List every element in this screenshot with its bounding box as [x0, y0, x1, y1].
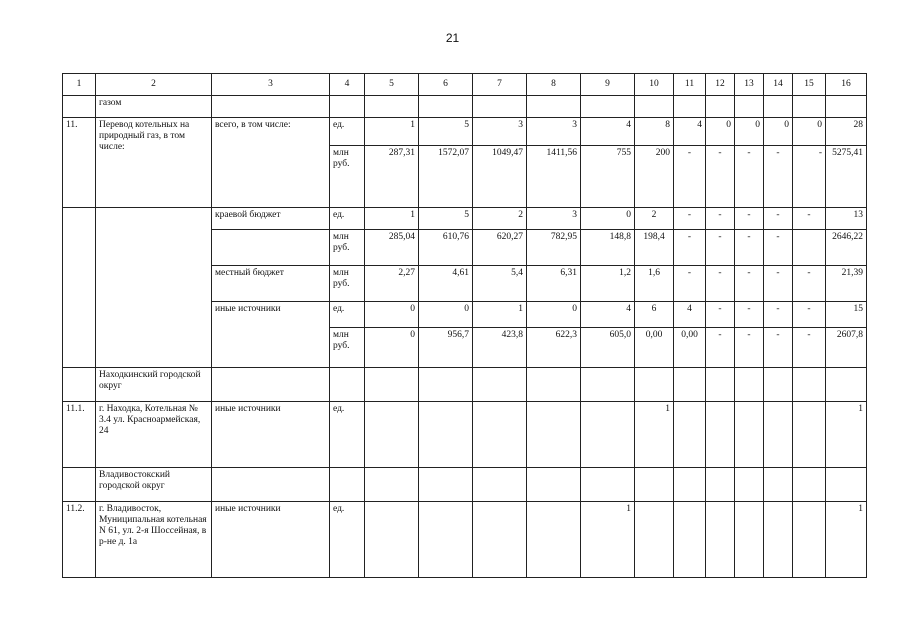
- table-cell: 0: [735, 118, 764, 146]
- table-cell: -: [764, 302, 793, 328]
- table-cell: 8: [635, 118, 674, 146]
- table-cell: -: [674, 208, 706, 230]
- table-cell: 423,8: [473, 328, 527, 368]
- table-cell: 622,3: [527, 328, 581, 368]
- table-cell: 1411,56: [527, 146, 581, 208]
- header-cell: 10: [635, 74, 674, 96]
- table-cell: 3: [527, 118, 581, 146]
- table-cell: 5275,41: [826, 146, 867, 208]
- table-cell: 0: [581, 208, 635, 230]
- row-name: г. Находка, Котельная № 3.4 ул. Красноармейская, 24: [96, 402, 212, 468]
- table-row: [63, 96, 867, 118]
- gas-label: газом: [96, 96, 212, 118]
- row-number: 11.1.: [63, 402, 96, 468]
- table-cell: -: [674, 266, 706, 302]
- table-cell: 4: [581, 118, 635, 146]
- header-cell: 3: [212, 74, 330, 96]
- table-cell: -: [793, 302, 826, 328]
- table-cell: -: [735, 328, 764, 368]
- row-name: Перевод котельных на природный газ, в том числе:: [96, 118, 212, 208]
- table-cell: 956,7: [419, 328, 473, 368]
- funding-source: иные источники: [212, 502, 330, 578]
- table-cell: -: [764, 230, 793, 266]
- table-cell: 755: [581, 146, 635, 208]
- table-cell: 2646,22: [826, 230, 867, 266]
- table-cell: 6,31: [527, 266, 581, 302]
- table-cell: 148,8: [581, 230, 635, 266]
- table-cell: 1: [826, 402, 867, 468]
- table-cell: 21,39: [826, 266, 867, 302]
- table-row: [63, 118, 867, 146]
- investment-table: [62, 73, 867, 578]
- table-row: [63, 302, 867, 328]
- table-cell: -: [735, 266, 764, 302]
- table-cell: 0: [764, 118, 793, 146]
- table-cell: -: [793, 146, 826, 208]
- table-cell: 1: [365, 118, 419, 146]
- unit-label: млн руб.: [330, 328, 365, 368]
- table-cell: 285,04: [365, 230, 419, 266]
- district-label: Находкинский городской округ: [96, 368, 212, 402]
- table-cell: 0: [706, 118, 735, 146]
- table-cell: 2: [473, 208, 527, 230]
- table-cell: 1: [473, 302, 527, 328]
- table-cell: 28: [826, 118, 867, 146]
- table-cell: -: [674, 146, 706, 208]
- table-cell: 5,4: [473, 266, 527, 302]
- table-cell: 610,76: [419, 230, 473, 266]
- table-cell: 605,0: [581, 328, 635, 368]
- header-cell: 1: [63, 74, 96, 96]
- table-cell: -: [793, 266, 826, 302]
- header-cell: 8: [527, 74, 581, 96]
- table-cell: 1: [635, 402, 674, 468]
- row-name: г. Владивосток, Муниципальная котельная N 61, ул. 2-я Шоссейная, в р-не д. 1а: [96, 502, 212, 578]
- row-number: 11.: [63, 118, 96, 146]
- unit-label: млн руб.: [330, 230, 365, 266]
- table-cell: 4: [581, 302, 635, 328]
- table-cell: -: [735, 208, 764, 230]
- table-cell: 6: [635, 302, 674, 328]
- table-cell: -: [735, 146, 764, 208]
- header-cell: 14: [764, 74, 793, 96]
- district-label: Владивостокский городской округ: [96, 468, 212, 502]
- table-cell: 3: [473, 118, 527, 146]
- unit-label: ед.: [330, 502, 365, 578]
- header-cell: 4: [330, 74, 365, 96]
- table-cell: 287,31: [365, 146, 419, 208]
- table-row: [63, 368, 867, 402]
- table-cell: 620,27: [473, 230, 527, 266]
- table-cell: -: [706, 328, 735, 368]
- table-cell: 1: [581, 502, 635, 578]
- table-cell: -: [674, 230, 706, 266]
- table-cell: -: [764, 146, 793, 208]
- unit-label: ед.: [330, 402, 365, 468]
- header-cell: 2: [96, 74, 212, 96]
- header-cell: 7: [473, 74, 527, 96]
- table-cell: 782,95: [527, 230, 581, 266]
- table-cell: 2,27: [365, 266, 419, 302]
- table-cell: 1,2: [581, 266, 635, 302]
- table-cell: 4: [674, 302, 706, 328]
- header-row: [63, 74, 867, 96]
- funding-source: местный бюджет: [212, 266, 330, 302]
- table-cell: -: [793, 328, 826, 368]
- row-number: 11.2.: [63, 502, 96, 578]
- table-cell: 15: [826, 302, 867, 328]
- table-cell: 3: [527, 208, 581, 230]
- table-cell: 0,00: [635, 328, 674, 368]
- table-cell: 2: [635, 208, 674, 230]
- unit-label: ед.: [330, 208, 365, 230]
- table-cell: 1049,47: [473, 146, 527, 208]
- unit-label: млн руб.: [330, 266, 365, 302]
- unit-label: ед.: [330, 302, 365, 328]
- table-cell: 2607,8: [826, 328, 867, 368]
- table-cell: 198,4: [635, 230, 674, 266]
- table-cell: -: [706, 146, 735, 208]
- unit-label: млн руб.: [330, 146, 365, 208]
- header-cell: 11: [674, 74, 706, 96]
- table-cell: 1572,07: [419, 146, 473, 208]
- table-cell: -: [764, 208, 793, 230]
- funding-source: иные источники: [212, 302, 330, 328]
- table-cell: -: [793, 208, 826, 230]
- table-cell: 0: [365, 328, 419, 368]
- header-cell: 15: [793, 74, 826, 96]
- funding-source: всего, в том числе:: [212, 118, 330, 208]
- table-cell: 1,6: [635, 266, 674, 302]
- table-cell: -: [764, 328, 793, 368]
- page-number: 21: [445, 31, 460, 45]
- table-cell: 0,00: [674, 328, 706, 368]
- table-row: [63, 266, 867, 302]
- table-cell: 0: [527, 302, 581, 328]
- table-cell: 200: [635, 146, 674, 208]
- header-cell: 12: [706, 74, 735, 96]
- table-cell: 5: [419, 208, 473, 230]
- table-cell: 1: [365, 208, 419, 230]
- table-row: [63, 230, 867, 266]
- table-cell: -: [706, 302, 735, 328]
- table-cell: 1: [826, 502, 867, 578]
- table-cell: 0: [419, 302, 473, 328]
- table-cell: 5: [419, 118, 473, 146]
- header-cell: 5: [365, 74, 419, 96]
- table-cell: 4: [674, 118, 706, 146]
- header-cell: 13: [735, 74, 764, 96]
- header-cell: 16: [826, 74, 867, 96]
- table-cell: -: [764, 266, 793, 302]
- header-cell: 6: [419, 74, 473, 96]
- funding-source: иные источники: [212, 402, 330, 468]
- funding-source: краевой бюджет: [212, 208, 330, 230]
- table-cell: [793, 230, 826, 266]
- table-row: [63, 208, 867, 230]
- header-cell: 9: [581, 74, 635, 96]
- table-cell: 4,61: [419, 266, 473, 302]
- table-cell: -: [706, 266, 735, 302]
- table-cell: -: [735, 230, 764, 266]
- table-cell: -: [706, 230, 735, 266]
- table-cell: 0: [365, 302, 419, 328]
- table-row: [63, 468, 867, 502]
- table-row: [63, 328, 867, 368]
- unit-label: ед.: [330, 118, 365, 146]
- table-cell: 0: [793, 118, 826, 146]
- table-row: [63, 402, 867, 468]
- table-cell: 13: [826, 208, 867, 230]
- table-cell: -: [706, 208, 735, 230]
- table-cell: -: [735, 302, 764, 328]
- table-row: [63, 502, 867, 578]
